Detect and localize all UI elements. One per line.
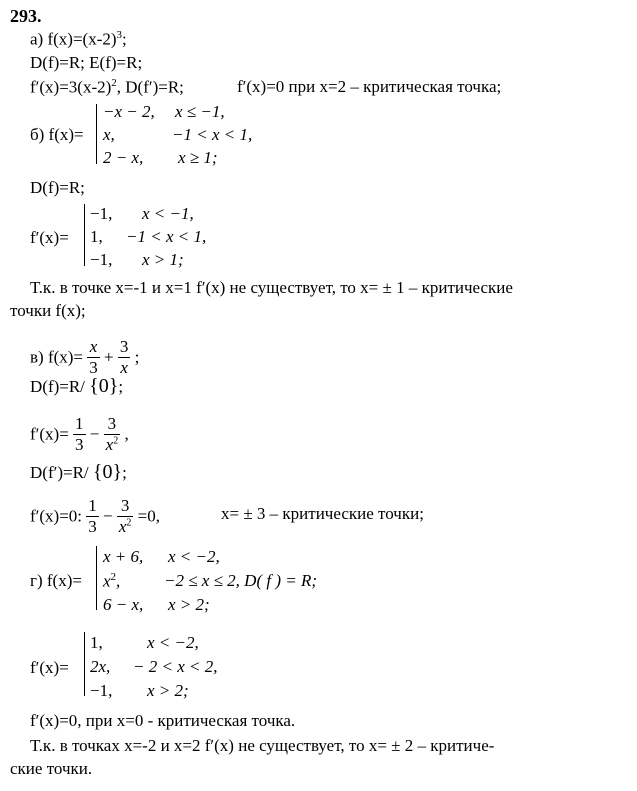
part-g-case2-exprwrap bbox=[103, 572, 120, 590]
part-g-label: г) f(x)= bbox=[30, 571, 82, 590]
part-v-ddomain-pre: D(f′)=R/ bbox=[30, 463, 89, 482]
part-g-case2-expr: x bbox=[103, 571, 111, 591]
part-a-derivative bbox=[30, 78, 184, 96]
part-b-dcase2-cond: −1 < x < 1, bbox=[126, 227, 207, 246]
part-g-case1-expr: x + 6, bbox=[103, 547, 144, 566]
part-a-deriv-domain: , D(f′)=R; bbox=[116, 77, 184, 97]
part-g-dcase2-cond: − 2 < x < 2, bbox=[133, 657, 218, 676]
part-v-frac1-den: 3 bbox=[89, 357, 98, 377]
part-g-dcase1-cond: x < −2, bbox=[147, 633, 199, 652]
part-g-dcase3-cond: x > 2; bbox=[147, 681, 189, 700]
part-b-deriv-brace bbox=[84, 204, 85, 266]
part-v-frac1-num: x bbox=[87, 337, 100, 358]
part-a-deriv: f′(x)=3(x-2) bbox=[30, 77, 112, 97]
part-v-ddomain-set: {0} bbox=[92, 461, 123, 483]
part-v-derivative bbox=[30, 414, 129, 454]
part-a-critical: f′(x)=0 при x=2 – критическая точка; bbox=[237, 77, 502, 96]
part-g-deriv-label: f′(x)= bbox=[30, 658, 69, 677]
part-v-dfrac2-den: x bbox=[105, 434, 114, 454]
part-b-case2-cond: −1 < x < 1, bbox=[172, 125, 253, 144]
part-b-dcase2-expr: 1, bbox=[90, 227, 103, 246]
part-b-dcase1-expr: −1, bbox=[90, 204, 113, 223]
part-g-note-line1: Т.к. в точках x=-2 и x=2 f′(x) не существует, то x= ± 2 – критиче- bbox=[30, 736, 495, 755]
part-g-dcase1-expr: 1, bbox=[90, 633, 103, 652]
part-v-eqfrac2-num: 3 bbox=[117, 496, 134, 517]
part-g-case1-cond: x < −2, bbox=[168, 547, 220, 566]
part-v-frac1 bbox=[87, 337, 100, 377]
part-a-func: f(x)=(x-2) bbox=[47, 29, 117, 49]
part-g-critical: f′(x)=0, при x=0 - критическая точка. bbox=[30, 711, 296, 730]
part-v-eq-end: =0, bbox=[137, 506, 160, 526]
part-a-domain: D(f)=R; E(f)=R; bbox=[30, 53, 143, 72]
part-v-deriv-end: , bbox=[124, 424, 129, 444]
part-v-domain-pre: D(f)=R/ bbox=[30, 377, 85, 396]
part-v-domain-end: ; bbox=[118, 377, 124, 396]
part-v-domain-set: {0} bbox=[89, 375, 119, 397]
part-a-label: а) bbox=[30, 29, 44, 49]
part-v-minus: − bbox=[89, 424, 100, 444]
part-v-eqfrac1 bbox=[86, 496, 99, 536]
part-v-dfrac1-den: 3 bbox=[75, 434, 84, 454]
part-b-case1-expr: −x − 2, bbox=[103, 102, 155, 121]
part-b-brace bbox=[96, 104, 97, 164]
part-b-note-line2: точки f(x); bbox=[10, 301, 86, 320]
part-v-dfrac1 bbox=[73, 414, 86, 454]
part-v-equation bbox=[30, 496, 160, 536]
part-b-dcase1-cond: x < −1, bbox=[142, 204, 194, 223]
part-v-domain bbox=[30, 376, 123, 396]
part-v-frac2-num: 3 bbox=[119, 337, 129, 356]
part-v-eqfrac1-num: 1 bbox=[88, 496, 97, 515]
part-b-dcase3-expr: −1, bbox=[90, 250, 113, 269]
part-v-eqfrac1-den: 3 bbox=[88, 516, 97, 536]
part-v-eqfrac2-den: x bbox=[118, 516, 127, 536]
part-a-func-exp: 3 bbox=[116, 29, 123, 41]
part-b-case2-expr: x, bbox=[103, 125, 115, 144]
part-b-label: б) f(x)= bbox=[30, 125, 84, 144]
part-v-function bbox=[30, 337, 139, 377]
part-v-dfrac2 bbox=[104, 414, 121, 454]
part-b-deriv-label: f′(x)= bbox=[30, 228, 69, 247]
part-g-case2-cond: −2 ≤ x ≤ 2, D( f ) = R; bbox=[164, 571, 318, 590]
part-g-case3-cond: x > 2; bbox=[168, 595, 210, 614]
part-g-dcase2-expr: 2x, bbox=[90, 657, 111, 676]
part-g-case3-expr: 6 − x, bbox=[103, 595, 144, 614]
part-v-ddomain-end: ; bbox=[122, 463, 127, 482]
part-v-eqfrac2 bbox=[117, 496, 134, 536]
part-v-critical: x= ± 3 – критические точки; bbox=[221, 504, 424, 523]
part-b-case3-expr: 2 − x, bbox=[103, 148, 144, 167]
part-v-eqfrac2-exp: 2 bbox=[126, 516, 132, 528]
part-g-brace bbox=[96, 546, 97, 610]
part-v-frac2-den: x bbox=[120, 357, 128, 377]
part-b-dcase3-cond: x > 1; bbox=[142, 250, 184, 269]
part-v-frac2 bbox=[118, 337, 131, 377]
part-g-case2-end: , bbox=[116, 571, 121, 591]
part-g-note-line2: ские точки. bbox=[10, 759, 93, 778]
part-v-label: в) f(x)= bbox=[30, 347, 84, 367]
part-v-dfrac2-num: 3 bbox=[104, 414, 121, 435]
part-g-deriv-brace bbox=[84, 632, 85, 696]
part-a-func-end: ; bbox=[122, 29, 127, 49]
part-g-case2-exp: 2 bbox=[110, 571, 117, 583]
part-v-end: ; bbox=[134, 347, 140, 367]
part-v-deriv-label: f′(x)= bbox=[30, 424, 69, 444]
part-g-dcase3-expr: −1, bbox=[90, 681, 113, 700]
part-a-deriv-exp: 2 bbox=[111, 77, 117, 89]
part-v-plus: + bbox=[104, 347, 114, 367]
problem-number: 293. bbox=[10, 6, 42, 26]
part-v-eq-label: f′(x)=0: bbox=[30, 506, 83, 526]
part-b-domain: D(f)=R; bbox=[30, 178, 85, 197]
part-v-eq-minus: − bbox=[103, 506, 113, 526]
part-v-deriv-domain bbox=[30, 462, 127, 482]
part-b-note-line1: Т.к. в точке x=-1 и x=1 f′(x) не существует, то x= ± 1 – критические bbox=[30, 278, 513, 297]
part-b-case1-cond: x ≤ −1, bbox=[175, 102, 225, 121]
part-a-function bbox=[30, 30, 127, 48]
part-v-dfrac1-num: 1 bbox=[75, 414, 84, 433]
part-v-dfrac2-exp: 2 bbox=[113, 434, 119, 446]
part-b-case3-cond: x ≥ 1; bbox=[178, 148, 218, 167]
